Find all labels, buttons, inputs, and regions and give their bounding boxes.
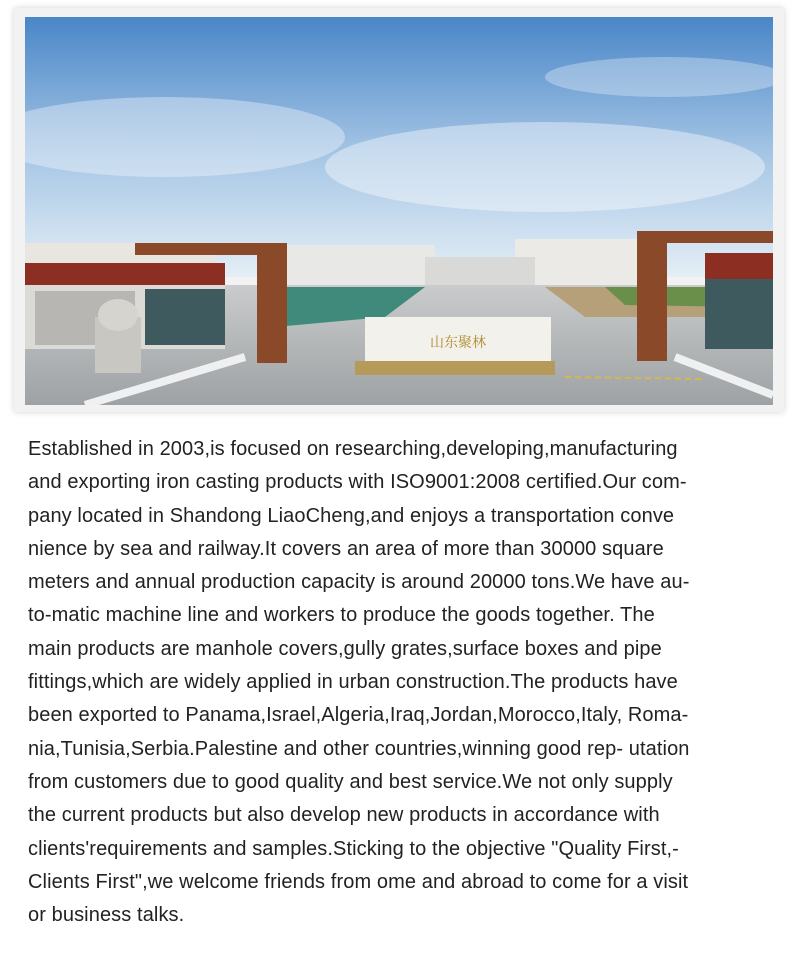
factory-gate-image [25, 17, 773, 405]
description-line: Established in 2003,is focused on researching,developing,manufacturing [28, 438, 678, 460]
photo-frame [14, 8, 784, 412]
description-line: to-matic machine line and workers to produce the goods together. The [28, 604, 655, 627]
description-line: and exporting iron casting products with ISO9001:2008 certified.Our com- [28, 471, 687, 494]
description-line: or business talks. [28, 904, 185, 927]
company-description [28, 433, 788, 932]
gate-sign-text: 山东聚林 [430, 335, 486, 351]
description-line: nia,Tunisia,Serbia.Palestine and other countries,winning good rep- utation [28, 737, 690, 760]
description-line: been exported to Panama,Israel,Algeria,Iraq,Jordan,Morocco,Italy, Roma- [28, 704, 689, 727]
description-line: clients'requirements and samples.Sticking to the objective "Quality First,- [28, 837, 679, 860]
description-line: the current products but also develop new products in accordance with [28, 804, 660, 827]
description-line: meters and annual production capacity is around 20000 tons.We have au- [28, 571, 690, 594]
factory-photo [25, 17, 773, 405]
description-line: nience by sea and railway.It covers an area of more than 30000 square [28, 537, 664, 560]
description-line: fittings,which are widely applied in urban construction.The products have [28, 671, 678, 694]
description-line: Clients First",we welcome friends from ome and abroad to come for a visit [28, 870, 689, 893]
description-line: from customers due to good quality and best service.We not only supply [28, 770, 673, 793]
description-line: main products are manhole covers,gully grates,surface boxes and pipe [28, 637, 662, 660]
description-line: pany located in Shandong LiaoCheng,and enjoys a transportation conve [28, 504, 675, 527]
